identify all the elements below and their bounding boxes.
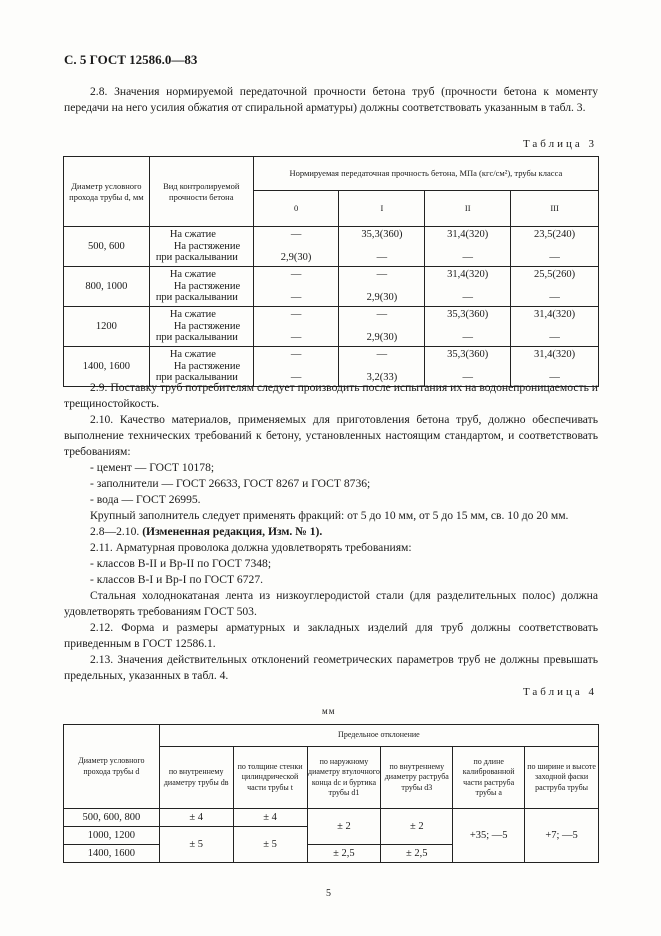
table-4-col-header: по внутреннему диаметру трубы dв	[159, 747, 233, 809]
amendment-note: 2.8—2.10. (Измененная редакция, Изм. № 1).	[90, 525, 323, 538]
table-4-value: ± 4	[159, 809, 233, 827]
table-3-caption: Таблица 3	[522, 138, 597, 150]
table-4	[63, 724, 599, 863]
table-4-value: +35; —5	[453, 809, 525, 863]
table-3-value: 31,4(320) —	[511, 347, 599, 387]
table-4-value: ± 2,5	[307, 845, 381, 863]
table-3-class-3: III	[511, 191, 599, 227]
paragraph-2-11: 2.11. Арматурная проволока должна удовлетворять требованиям:	[90, 541, 412, 554]
table-3-value: — 2,9(30)	[339, 307, 425, 347]
table-4-value: ± 5	[159, 827, 233, 863]
table-4-col-header: по наружному диаметру втулочного конца dс и буртика трубы d1	[307, 747, 381, 809]
table-4-unit: мм	[322, 706, 336, 716]
table-3-header-norm: Нормируемая передаточная прочность бетона, МПа (кгс/см²), трубы класса	[253, 157, 598, 191]
table-4-value: ± 5	[233, 827, 307, 863]
table-3-value: 31,4(320) —	[425, 227, 511, 267]
paragraph-coarse: Крупный заполнитель следует применять фракций: от 5 до 10 мм, от 5 до 15 мм, св. 10 до 20 мм.	[90, 509, 569, 522]
paragraph-2-13: 2.13. Значения действительных отклонений геометрических параметров труб не должны превышать предельных, указанных в табл. 4.	[64, 653, 598, 682]
table-3-diameter: 1200	[64, 307, 150, 347]
list-item: - цемент — ГОСТ 10178;	[90, 461, 215, 474]
table-4-diameter: 1000, 1200	[64, 827, 160, 845]
table-4-value: ± 2	[381, 809, 453, 845]
table-4-value: ± 2,5	[381, 845, 453, 863]
table-4-header-group: Предельное отклонение	[159, 725, 598, 747]
table-3-value: — —	[253, 267, 339, 307]
table-4-value: ± 2	[307, 809, 381, 845]
list-item: - вода — ГОСТ 26995.	[90, 493, 201, 506]
table-4-diameter: 1400, 1600	[64, 845, 160, 863]
list-item: - классов В-I и Вр-I по ГОСТ 6727.	[90, 573, 264, 586]
page-header: С. 5 ГОСТ 12586.0—83	[64, 52, 198, 67]
table-3-value: 23,5(240) —	[511, 227, 599, 267]
table-3-kind-labels: На сжатие На растяжение при раскалывании	[149, 347, 253, 387]
table-3-diameter: 500, 600	[64, 227, 150, 267]
table-3-kind-labels: На сжатие На растяжение при раскалывании	[149, 267, 253, 307]
table-3-header-kind: Вид контролируемой прочности бетона	[149, 157, 253, 227]
table-3-diameter: 800, 1000	[64, 267, 150, 307]
table-4-col-header: по ширине и высоте заходной фаски раструба трубы	[525, 747, 599, 809]
table-4-col-header: по внутреннему диаметру раструба трубы d3	[381, 747, 453, 809]
table-row	[64, 307, 599, 347]
table-3-kind-labels: На сжатие На растяжение при раскалывании	[149, 227, 253, 267]
table-row	[64, 809, 599, 827]
table-3-value: 35,3(360) —	[425, 347, 511, 387]
table-4-header-diameter: Диаметр условного прохода трубы d	[64, 725, 160, 809]
table-row	[64, 227, 599, 267]
table-3	[63, 156, 599, 387]
page-number: 5	[326, 888, 331, 899]
table-4-value: ± 4	[233, 809, 307, 827]
table-row	[64, 267, 599, 307]
table-3-value: — 2,9(30)	[253, 227, 339, 267]
table-4-value: +7; —5	[525, 809, 599, 863]
table-3-diameter: 1400, 1600	[64, 347, 150, 387]
table-3-value: — —	[253, 307, 339, 347]
paragraph-2-12: 2.12. Форма и размеры арматурных и закладных изделий для труб должны соответствовать приведенным в ГОСТ 12586.1.	[64, 621, 598, 650]
table-4-caption: Таблица 4	[522, 686, 597, 698]
list-item: - заполнители — ГОСТ 26633, ГОСТ 8267 и ГОСТ 8736;	[90, 477, 371, 490]
table-3-value: 31,4(320) —	[511, 307, 599, 347]
paragraph-2-8: 2.8. Значения нормируемой передаточной прочности бетона труб (прочности бетона к моменту передачи на него усилия обжатия от спиральной арматуры) должны соответствовать указанным в табл. 3.	[64, 85, 598, 114]
paragraph-2-9: 2.9. Поставку труб потребителям следует производить после испытания их на водонепроницаемость и трещиностойкость.	[64, 381, 598, 410]
table-3-value: — —	[253, 347, 339, 387]
table-3-value: 35,3(360) —	[425, 307, 511, 347]
table-3-value: 35,3(360) —	[339, 227, 425, 267]
table-4-diameter: 500, 600, 800	[64, 809, 160, 827]
table-3-class-1: I	[339, 191, 425, 227]
paragraph-2-10: 2.10. Качество материалов, применяемых для приготовления бетона труб, должно обеспечивать выполнение технических требований к бетону, установленных настоящим стандартом, и соответствовать требованиям:	[64, 413, 598, 458]
list-item: - классов В-II и Вр-II по ГОСТ 7348;	[90, 557, 272, 570]
table-3-value: — 2,9(30)	[339, 267, 425, 307]
table-3-value: 25,5(260) —	[511, 267, 599, 307]
table-3-value: 31,4(320) —	[425, 267, 511, 307]
table-3-value: — 3,2(33)	[339, 347, 425, 387]
table-4-col-header: по толщине стенки цилиндрической части трубы t	[233, 747, 307, 809]
table-3-header-diameter: Диаметр условного прохода трубы d, мм	[64, 157, 150, 227]
table-3-class-0: 0	[253, 191, 339, 227]
paragraph-steel: Стальная холоднокатаная лента из низкоуглеродистой стали (для разделительных полос) должна удовлетворять требованиям ГОСТ 503.	[64, 589, 598, 618]
table-3-kind-labels: На сжатие На растяжение при раскалывании	[149, 307, 253, 347]
table-4-col-header: по длине калиброванной части раструба трубы a	[453, 747, 525, 809]
table-3-class-2: II	[425, 191, 511, 227]
